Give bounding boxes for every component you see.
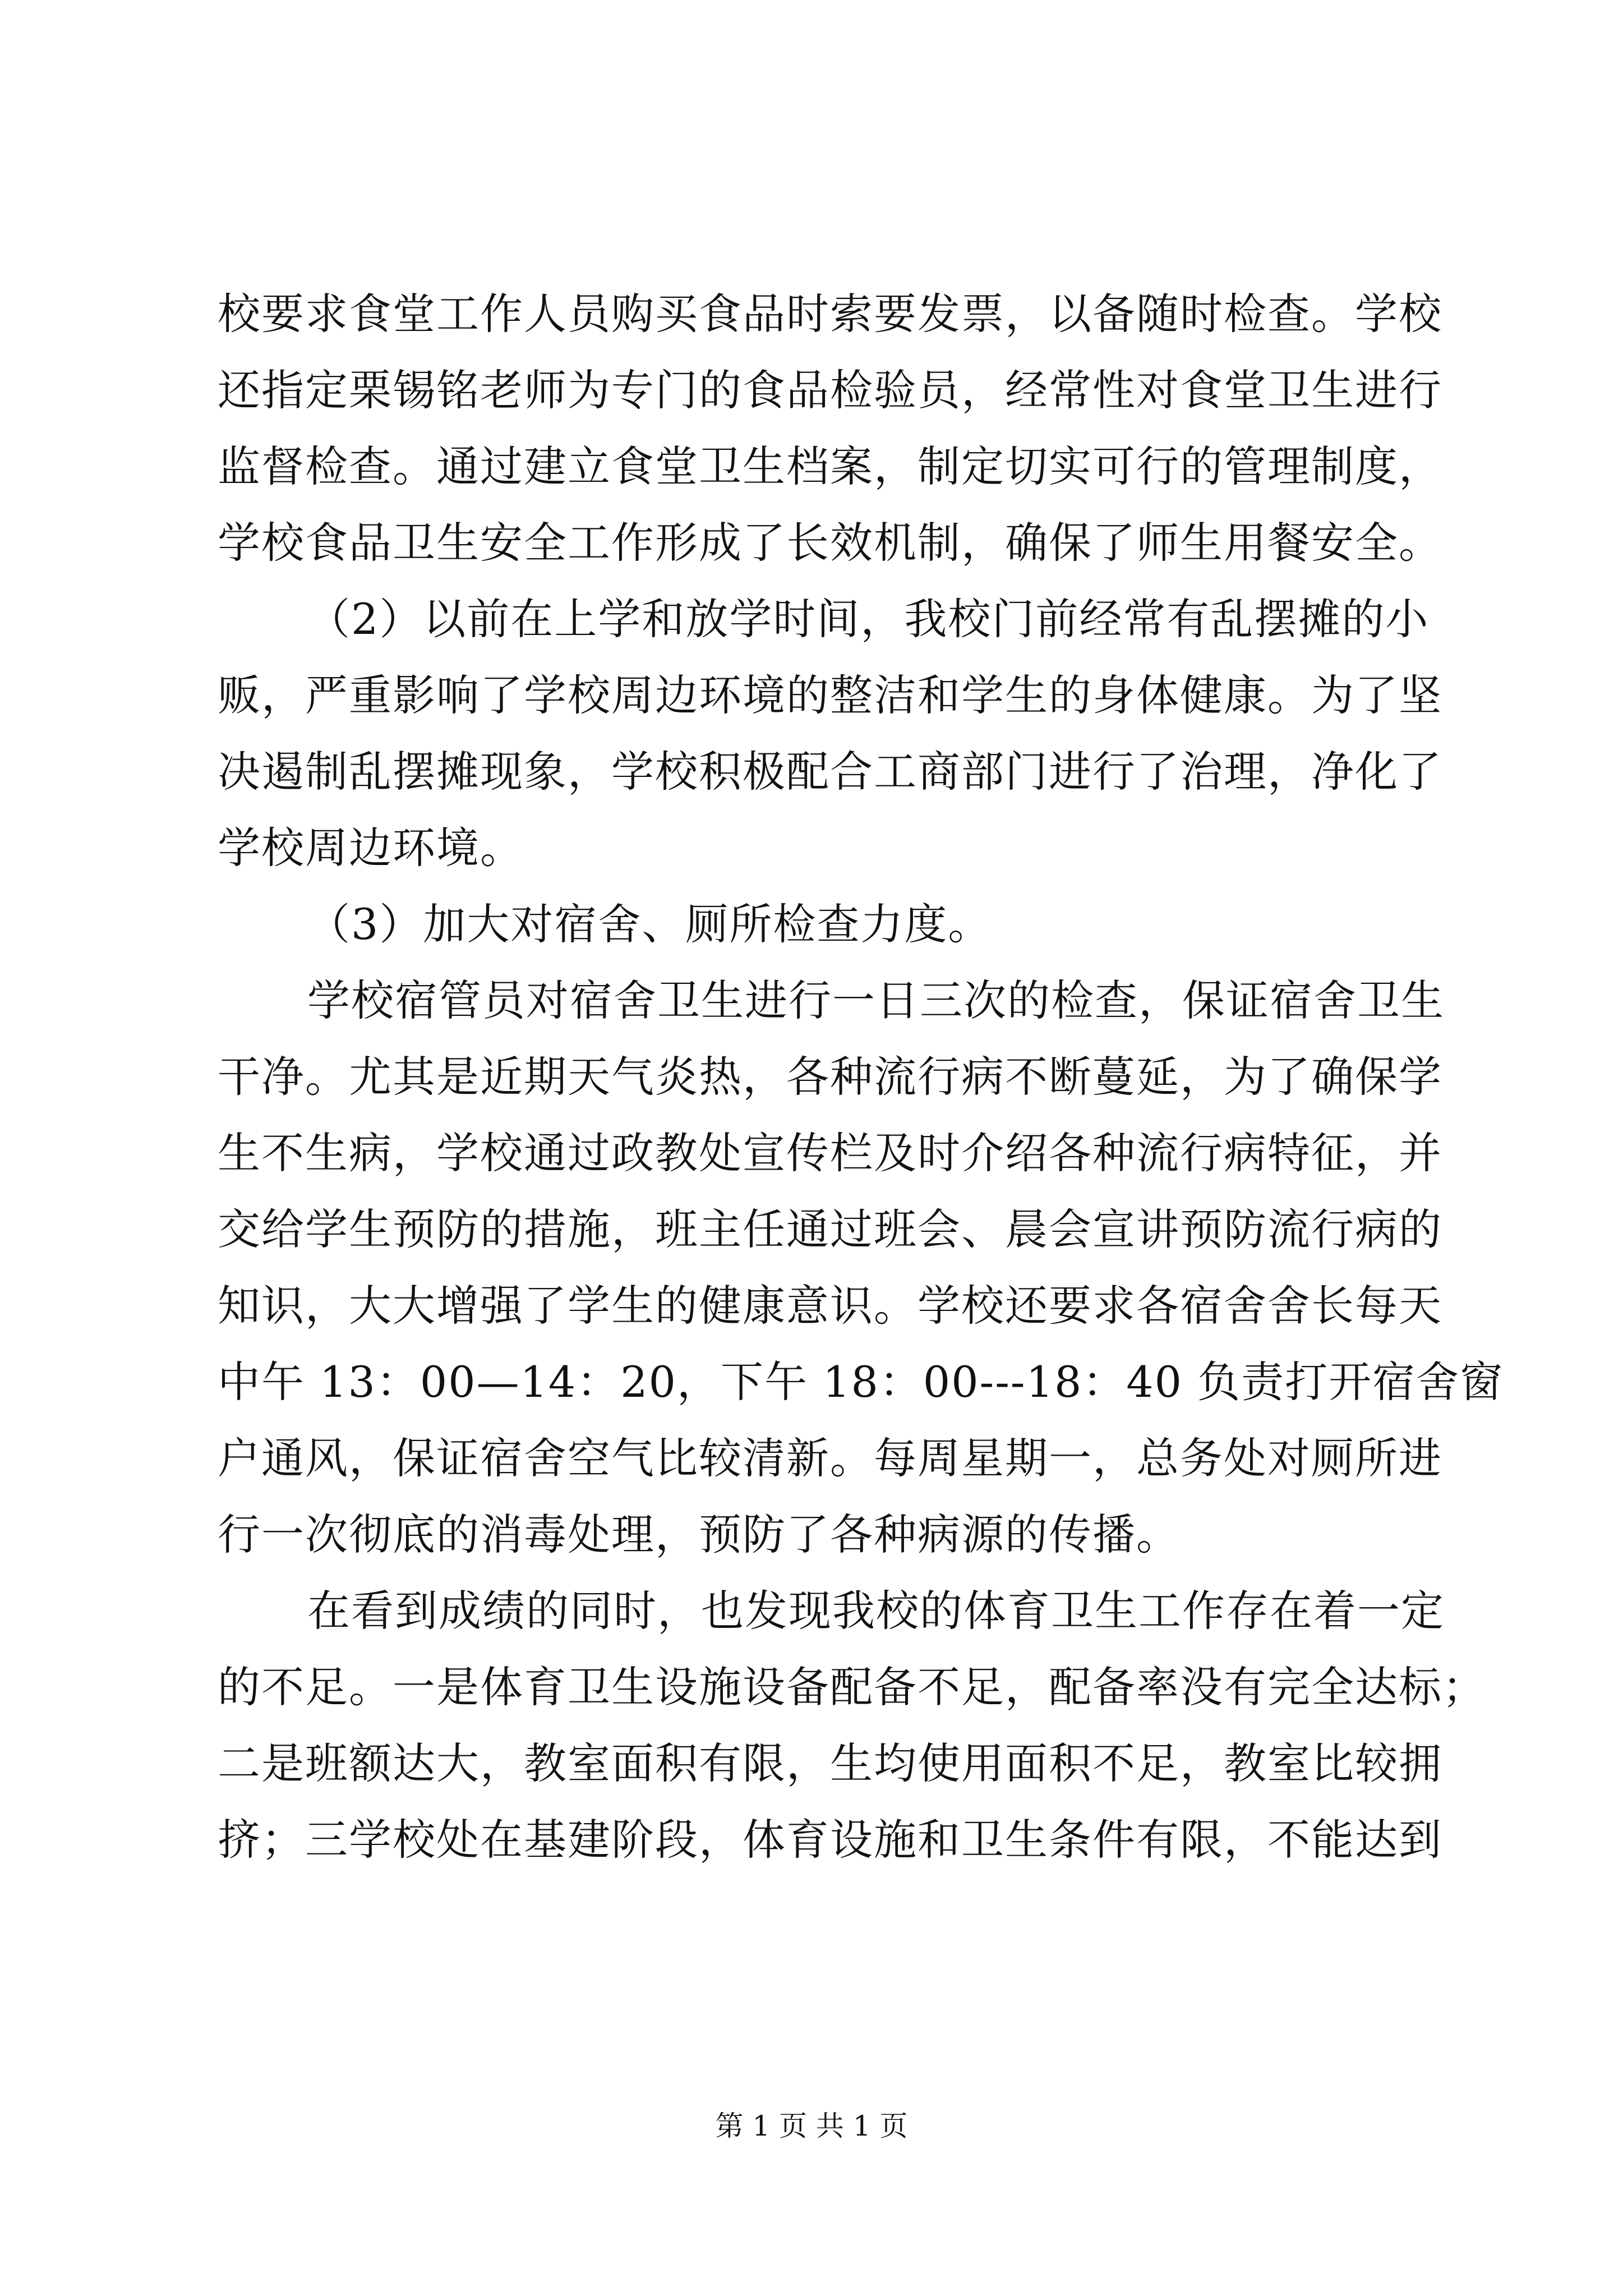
- page-number-footer: 第 1 页 共 1 页: [715, 2110, 908, 2142]
- text-line: 知识，大大增强了学生的健康意识。学校还要求各宿舍舍长每天: [218, 1281, 1442, 1331]
- text-line: 行一次彻底的消毒处理，预防了各种病源的传播。: [218, 1510, 1180, 1559]
- text-line: 学校食品卫生安全工作形成了长效机制，确保了师生用餐安全。: [218, 518, 1442, 568]
- text-line: 户通风，保证宿舍空气比较清新。每周星期一，总务处对厕所进: [218, 1433, 1442, 1483]
- text-line: 的不足。一是体育卫生设施设备配备不足，配备率没有完全达标；: [218, 1662, 1486, 1712]
- text-line: （2）以前在上学和放学时间，我校门前经常有乱摆摊的小: [307, 594, 1430, 644]
- text-line: 校要求食堂工作人员购买食品时索要发票，以备随时检查。学校: [218, 289, 1442, 339]
- text-line: 生不生病，学校通过政教处宣传栏及时介绍各种流行病特征，并: [218, 1128, 1442, 1178]
- text-line: 中午 13：00—14：20，下午 18：00---18：40 负责打开宿舍窗: [218, 1357, 1504, 1407]
- text-line: 在看到成绩的同时，也发现我校的体育卫生工作存在着一定: [307, 1586, 1445, 1636]
- text-line: （3）加大对宿舍、厕所检查力度。: [307, 899, 992, 949]
- text-line: 学校宿管员对宿舍卫生进行一日三次的检查，保证宿舍卫生: [307, 976, 1445, 1025]
- text-line: 交给学生预防的措施，班主任通过班会、晨会宣讲预防流行病的: [218, 1204, 1442, 1254]
- text-line: 挤；三学校处在基建阶段，体育设施和卫生条件有限，不能达到: [218, 1815, 1442, 1865]
- text-line: 学校周边环境。: [218, 823, 524, 873]
- text-line: 还指定栗锡铭老师为专门的食品检验员，经常性对食堂卫生进行: [218, 365, 1442, 415]
- text-line: 二是班额达大，教室面积有限，生均使用面积不足，教室比较拥: [218, 1738, 1442, 1788]
- text-line: 干净。尤其是近期天气炎热，各种流行病不断蔓延，为了确保学: [218, 1052, 1442, 1102]
- text-line: 监督检查。通过建立食堂卫生档案，制定切实可行的管理制度，: [218, 441, 1442, 491]
- text-line: 贩，严重影响了学校周边环境的整洁和学生的身体健康。为了坚: [218, 670, 1442, 720]
- text-line: 决遏制乱摆摊现象，学校积极配合工商部门进行了治理，净化了: [218, 747, 1442, 797]
